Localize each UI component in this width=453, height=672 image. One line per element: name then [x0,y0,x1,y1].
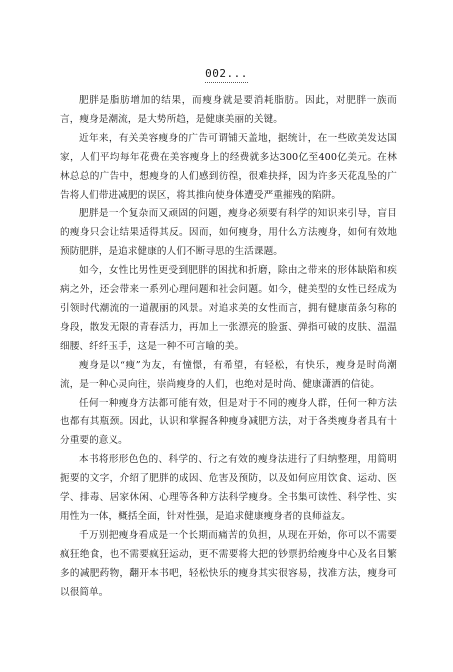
paragraph: 近年来，有关美容瘦身的广告可谓铺天盖地，据统计，在一些欧美发达国家，人们平均每年花费在美容瘦身上的经费就多达300亿至400亿美元。在林林总总的广告中，想瘦身的人们感到彷徨，很难抉择，因为许多天花乱坠的广告将人们带进减肥的误区，将其推向使身体遭受严重摧残的陷阱。 [60,132,397,201]
body-text [60,92,397,602]
page-number: 002... [205,67,248,83]
paragraph: 瘦身是以“瘦”为友，有憧憬，有希望，有轻松，有快乐，瘦身是时尚潮流，是一种心灵向往，崇尚瘦身的人们，也绝对是时尚、健康潇洒的信徒。 [60,359,397,390]
paragraph: 肥胖是脂肪增加的结果，而瘦身就是要消耗脂肪。因此，对肥胖一族而言，瘦身是潮流，是大势所趋，是健康美丽的关键。 [60,95,397,125]
paragraph: 任何一种瘦身方法都可能有效，但是对于不同的瘦身人群，任何一种方法也都有其瓶颈。因此，认识和掌握各种瘦身减肥方法，对于各类瘦身者具有十分重要的意义。 [60,397,397,447]
paragraph: 千万别把瘦身看成是一个长期而痛苦的负担，从现在开始，你可以不需要疯狂绝食，也不需要疯狂运动，更不需要将大把的钞票扔给瘦身中心及名目繁多的减肥药物，翻开本书吧，轻松快乐的瘦身其实很容易，找准方法，瘦身可以很简单。 [60,529,397,598]
paragraph: 如今，女性比男性更受到肥胖的困扰和折磨，除由之带来的形体缺陷和疾病之外，还会带来一系列心理问题和社会问题。如今，健美型的女性已经成为引领时代潮流的一道靓丽的风景。对追求美的女性而言，拥有健康苗条匀称的身段，散发无限的青春活力，再加上一张漂亮的脸蛋、弹指可破的皮肤、温温细腰、纤纤玉手，这是一种不可言喻的美。 [60,265,397,352]
paragraph: 肥胖是一个复杂而又顽固的问题，瘦身必须要有科学的知识来引导，盲目的瘦身只会让结果适得其反。因而，如何瘦身，用什么方法瘦身，如何有效地预防肥胖，是追求健康的人们不断寻思的生活课题。 [60,208,397,258]
paragraph: 本书将形形色色的、科学的、行之有效的瘦身法进行了归纳整理，用简明扼要的文字，介绍了肥胖的成因、危害及预防，以及如何应用饮食、运动、医学、排毒、居家休闲、心理等各种方法科学瘦身。全书集可读性、科学性、实用性为一体，概括全面，针对性强，是追求健康瘦身者的良师益友。 [60,454,397,522]
page-header [0,62,453,83]
